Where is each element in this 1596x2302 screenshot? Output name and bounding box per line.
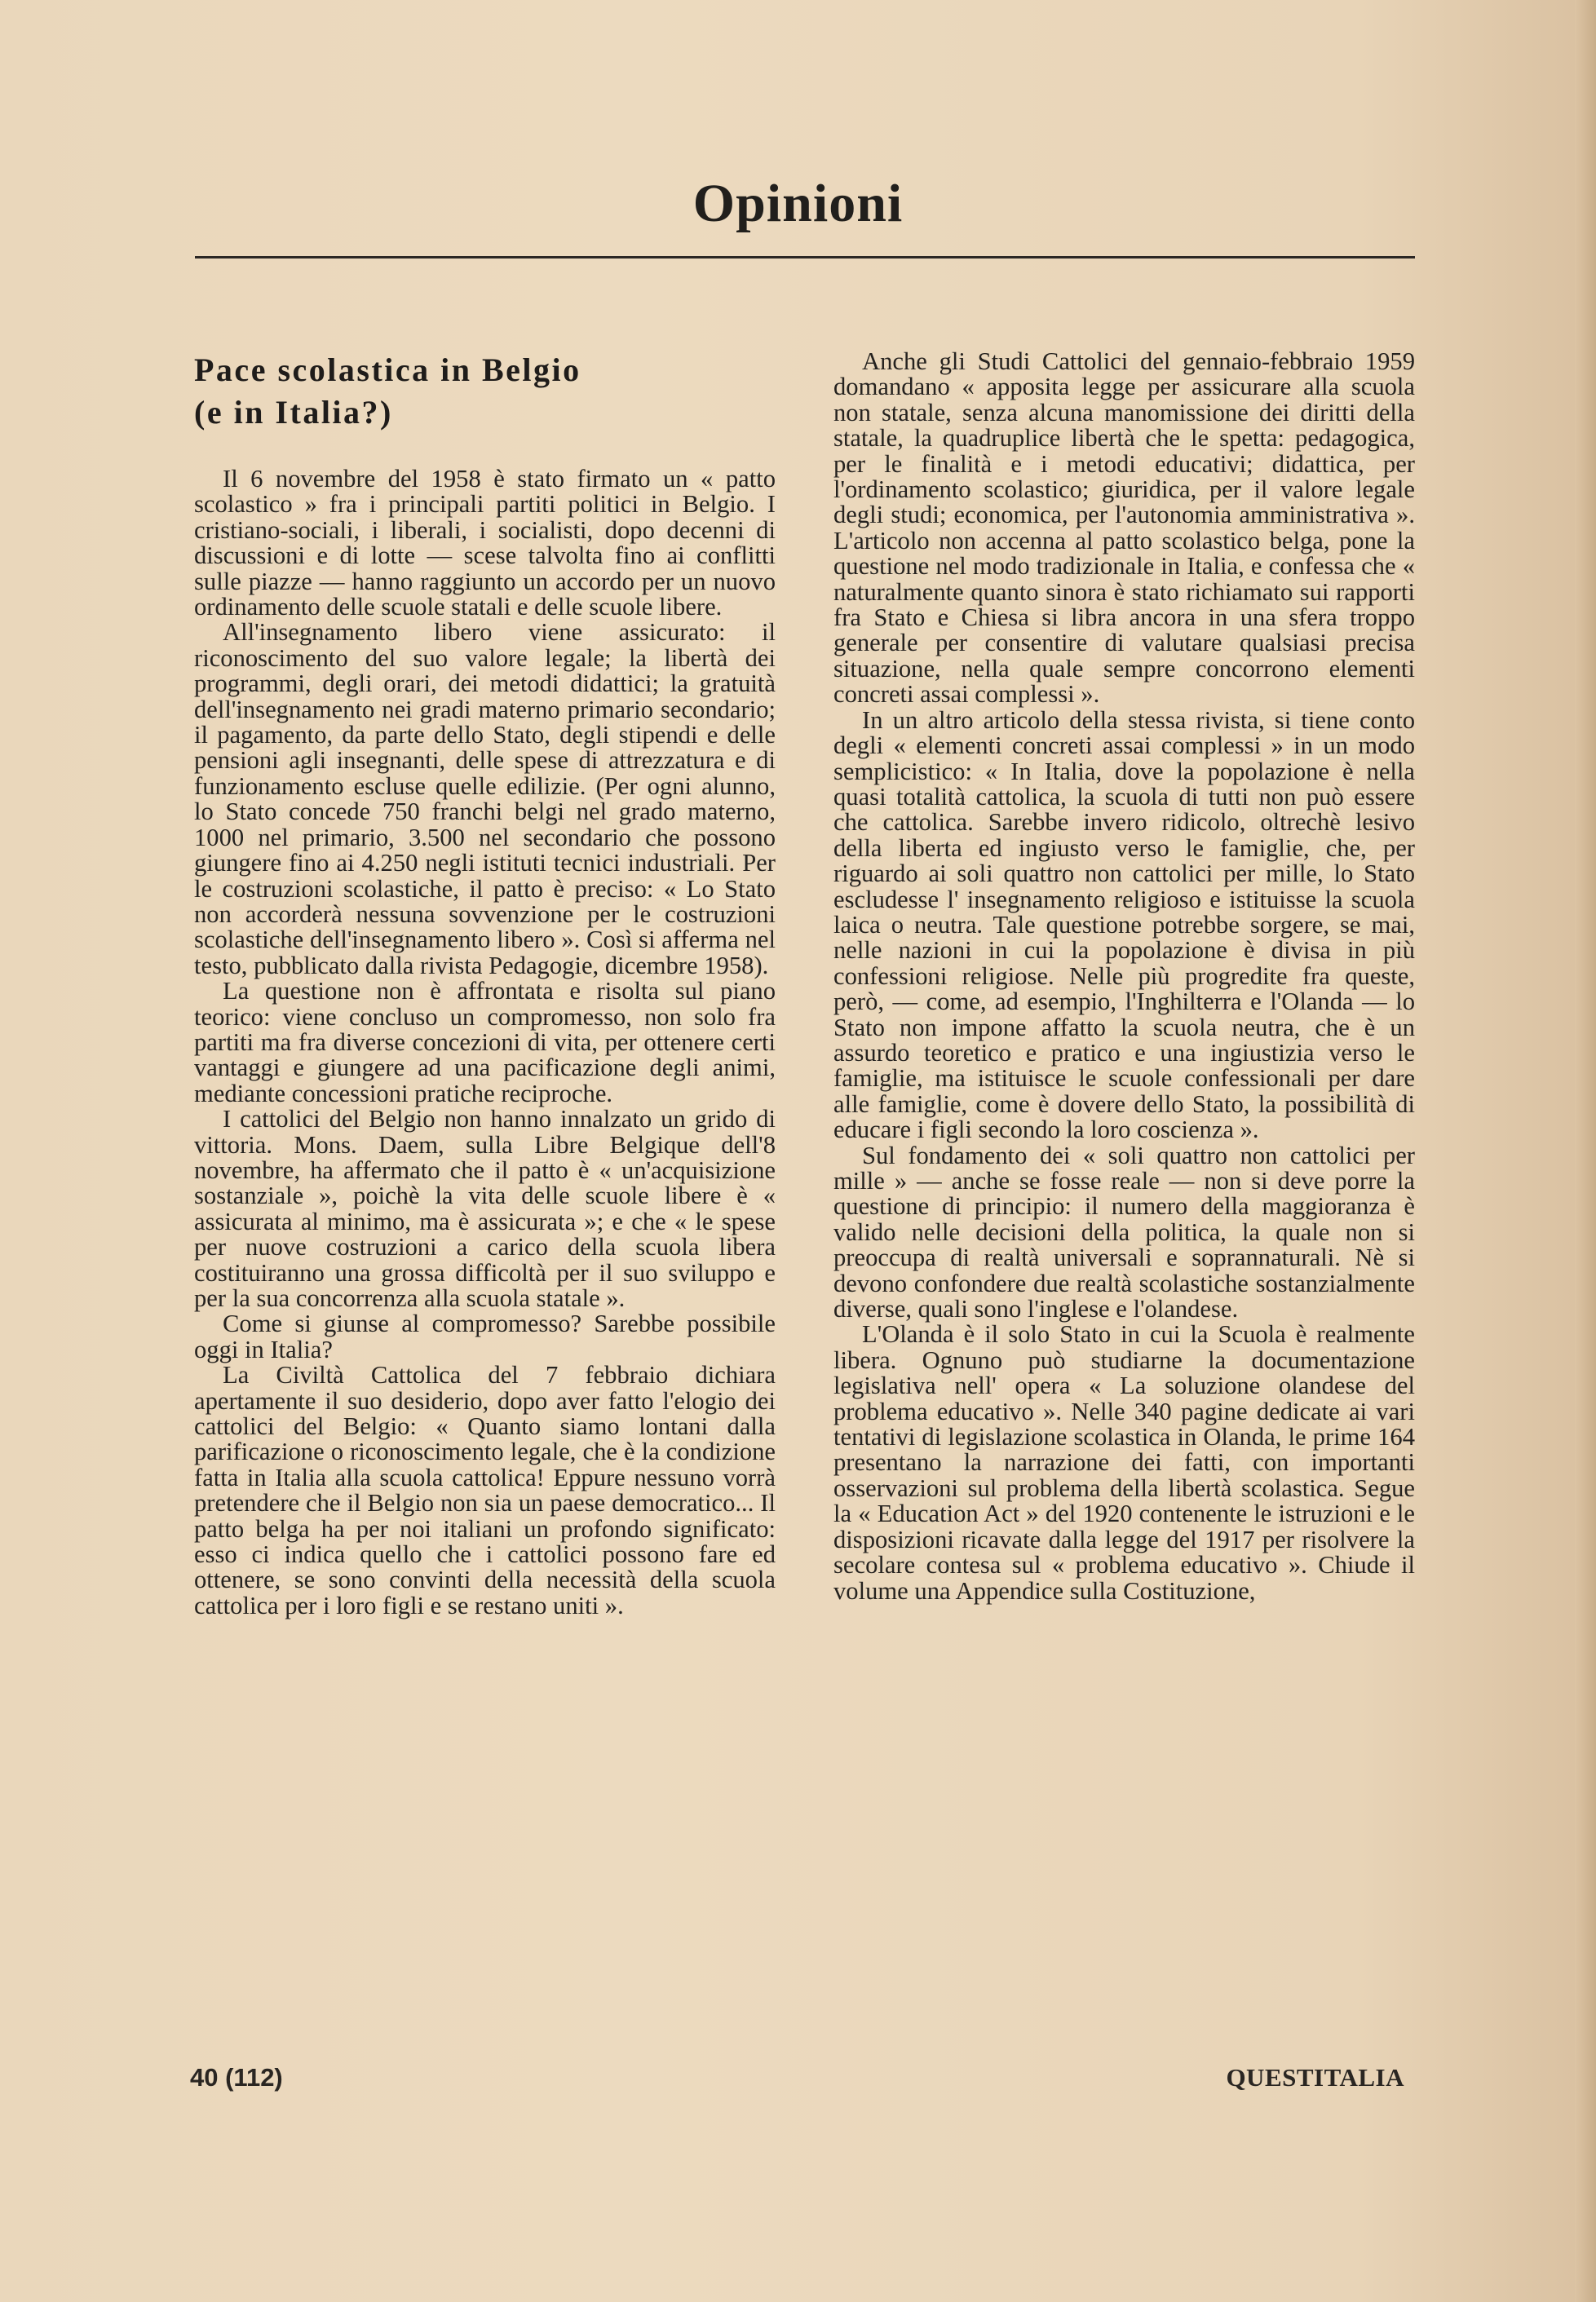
- title-rule: [195, 256, 1415, 258]
- article-title-line-1: Pace scolastica in Belgio: [194, 351, 581, 388]
- section-title: Opinioni: [692, 174, 904, 233]
- paragraph: La questione non è affrontata e risolta sul piano teorico: viene concluso un compromesso, non solo fra partiti ma fra diverse concezioni di vita, per ottenere certi vantaggi e giungere ad una pacificazione degli animi, mediante concessioni pratiche reciproche.: [194, 977, 776, 1107]
- paragraph: Il 6 novembre del 1958 è stato firmato un « patto scolastico » fra i principali partiti politici in Belgio. I cristiano-sociali, i liberali, i socialisti, dopo decenni di discussioni e di lotte — scese talvolta fino ai conflitti sulle piazze — hanno raggiunto un accordo per un nuovo ordinamento delle scuole statali e delle scuole libere.: [194, 465, 776, 621]
- page-number: 40 (112): [190, 2063, 283, 2092]
- paragraph: In un altro articolo della stessa rivista, si tiene conto degli « elementi concreti assai complessi » in un modo semplicistico: « In Italia, dove la popolazione è nella quasi totalità cattolica, la scuola di tutti non può essere che cattolica. Sarebbe invero ridicolo, oltrechè lesivo della liberta ed ingiusto verso le famiglie, che, per riguardo ai soli quattro non cattolici per mille, lo Stato escludesse l' insegnamento religioso e istituisse la scuola laica o neutra. Tale questione potrebbe sorgere, se mai, nelle nazioni in cui la popolazione è divisa in più confessioni religiose. Nelle più progredite fra queste, però, — come, ad esempio, l'Inghilterra e l'Olanda — lo Stato non impone affatto la scuola neutra, che è un assurdo teoretico e pratico e una ingiustizia verso le famiglie, ma istituisce le scuole confessionali per dare alle famiglie, come è dovere dello Stato, la possibilità di educare i figli secondo la loro coscienza ».: [833, 705, 1415, 1144]
- paragraph: I cattolici del Belgio non hanno innalzato un grido di vittoria. Mons. Daem, sulla Libre Belgique dell'8 novembre, ha affermato che il patto è « un'acquisizione sostanziale », poichè la vita delle scuole libere è « assicurata al minimo, ma è assicurata »; e che « le spese per nuove costruzioni a carico della scuola libera costituiranno una grossa difficoltà per il suo sviluppo e per la sua concorrenza alla scuola statale ».: [194, 1105, 776, 1312]
- page-edge-shadow: [1575, 0, 1596, 2302]
- paragraph: L'Olanda è il solo Stato in cui la Scuola è realmente libera. Ognuno può studiarne la documentazione legislativa nell' opera « La soluzione olandese del problema educativo ». Nelle 340 pagine dedicate ai vari tentativi di legislazione scolastica in Olanda, le prime 164 presentano la narrazione dei fatti, con importanti osservazioni sul problema della libertà scolastica. Segue la « Education Act » del 1920 contenente le istruzioni e le disposizioni ricavate dalla legge del 1917 per risolvere la secolare contesa sul « problema educativo ». Chiude il volume una Appendice sulla Costituzione,: [833, 1320, 1415, 1605]
- article-title-line-2: (e in Italia?): [194, 394, 393, 431]
- article-title: [194, 349, 776, 434]
- paragraph: Anche gli Studi Cattolici del gennaio-febbraio 1959 domandano « apposita legge per assicurare alla scuola non statale, senza alcuna manomissione dei diritti della statale, la quadruplice libertà che le spetta: pedagogica, per le finalità e i metodi educativi; didattica, per l'ordinamento scolastico; giuridica, per il valore legale degli studi; economica, per l'autonomia amministrativa ». L'articolo non accenna al patto scolastico belga, pone la questione nel modo tradizionale in Italia, e confessa che « naturalmente quanto sinora è stato richiamato sui rapporti fra Stato e Chiesa si libra ancora in una sfera troppo generale per consentire di valutare qualsiasi precisa situazione, nella quale sempre concorrono elementi concreti assai complessi ».: [833, 347, 1415, 709]
- paragraph: La Civiltà Cattolica del 7 febbraio dichiara apertamente il suo desiderio, dopo aver fatto l'elogio dei cattolici del Belgio: « Quanto siamo lontani dalla parificazione o riconoscimento legale, che è la condizione fatta in Italia alla scuola cattolica! Eppure nessuno vorrà pretendere che il Belgio non sia un paese democratico... Il patto belga ha per noi italiani un profondo significato: esso ci indica quello che i cattolici possono fare ed ottenere, se sono convinti della necessità della scuola cattolica per i loro figli e se restano uniti ».: [194, 1361, 776, 1619]
- paragraph: All'insegnamento libero viene assicurato: il riconoscimento del suo valore legale; la libertà dei programmi, degli orari, dei metodi didattici; la gratuità dell'insegnamento nei gradi materno primario secondario; il pagamento, da parte dello Stato, degli stipendi e delle pensioni agli insegnanti, delle spese di attrezzatura e di funzionamento escluse quelle edilizie. (Per ogni alunno, lo Stato concede 750 franchi belgi nel grado materno, 1000 nel primario, 3.500 nel secondario che possono giungere fino ai 4.250 negli istituti tecnici industriali. Per le costruzioni scolastiche, il patto è preciso: « Lo Stato non accorderà nessuna sovvenzione per le costruzioni scolastiche dell'insegnamento libero ». Così si afferma nel testo, pubblicato dalla rivista Pedagogie, dicembre 1958).: [194, 618, 776, 979]
- magazine-name: QUESTITALIA: [1226, 2063, 1404, 2092]
- paragraph: Come si giunse al compromesso? Sarebbe possibile oggi in Italia?: [194, 1310, 776, 1363]
- left-column: [194, 349, 776, 1619]
- paragraph: Sul fondamento dei « soli quattro non cattolici per mille » — anche se fosse reale — non si deve porre la questione di principio: il numero della maggioranza è valido nelle decisioni della politica, la quale non si preoccupa di realtà universali e soprannaturali. Nè si devono confondere due realtà scolastiche sostanzialmente diverse, quali sono l'inglese e l'olandese.: [833, 1141, 1415, 1323]
- right-column: [833, 349, 1415, 1604]
